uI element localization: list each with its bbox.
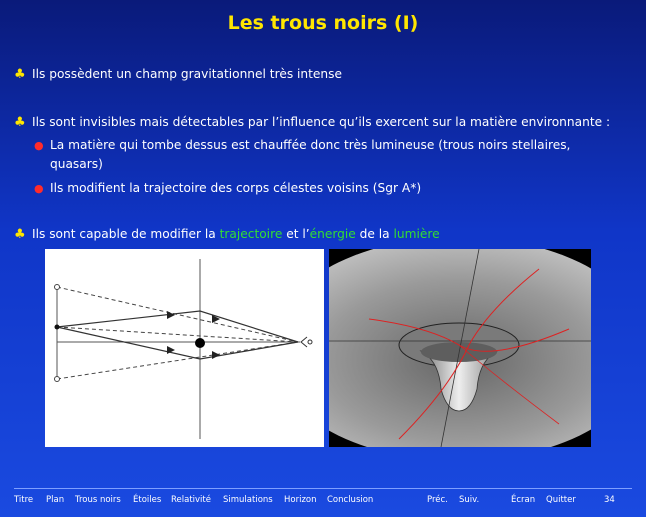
club-suit-icon: ♣ — [14, 115, 26, 130]
bullet-3-mid2: de la — [355, 227, 394, 241]
slide-title: Les trous noirs (I) — [227, 12, 419, 34]
nav-plan[interactable]: Plan — [46, 495, 65, 505]
nav-etoiles[interactable]: Étoiles — [133, 495, 162, 505]
nav-next-button[interactable]: Suiv. — [459, 495, 480, 505]
lensing-diagram-svg — [45, 249, 324, 447]
bullet-3-prefix: Ils sont capable de modifier la — [32, 227, 220, 241]
lensing-diagram — [45, 249, 324, 447]
sub-bullet-2 — [34, 179, 624, 198]
bullet-2-text: Ils sont invisibles mais détectables par l’influence qu’ils exercent sur la matière environnante : — [32, 115, 611, 129]
club-suit-icon: ♣ — [14, 227, 26, 242]
club-suit-icon: ♣ — [14, 67, 26, 82]
sub-bullet-2-text: Ils modifient la trajectoire des corps célestes voisins (Sgr A*) — [50, 181, 422, 195]
nav-prev-button[interactable]: Préc. — [427, 495, 448, 505]
bullet-3-mid1: et l’ — [282, 227, 310, 241]
bullet-3-word-lumiere: lumière — [393, 227, 440, 241]
red-dot-icon: ● — [34, 139, 44, 152]
page-number: 34 — [604, 495, 615, 505]
bullet-1 — [14, 65, 342, 84]
nav-trous-noirs[interactable]: Trous noirs — [75, 495, 121, 505]
bullet-3 — [14, 225, 440, 244]
nav-quit-button[interactable]: Quitter — [546, 495, 576, 505]
nav-relativite[interactable]: Relativité — [171, 495, 211, 505]
sub-bullet-1-text: La matière qui tombe dessus est chauffée donc très lumineuse (trous noirs stellaires, quasars) — [50, 138, 571, 171]
nav-screen-button[interactable]: Écran — [511, 495, 536, 505]
spacetime-funnel-render — [329, 249, 591, 447]
bullet-3-word-trajectoire: trajectoire — [219, 227, 283, 241]
sub-bullet-1 — [34, 136, 624, 174]
spacetime-funnel-svg — [329, 249, 591, 447]
nav-titre[interactable]: Titre — [14, 495, 34, 505]
nav-horizon[interactable]: Horizon — [284, 495, 317, 505]
bullet-3-word-energie: énergie — [309, 227, 356, 241]
bullet-2 — [14, 113, 610, 132]
nav-divider — [14, 488, 632, 489]
nav-conclusion[interactable]: Conclusion — [327, 495, 374, 505]
red-dot-icon: ● — [34, 182, 44, 195]
bullet-1-text: Ils possèdent un champ gravitationnel très intense — [32, 67, 342, 81]
nav-simulations[interactable]: Simulations — [223, 495, 273, 505]
